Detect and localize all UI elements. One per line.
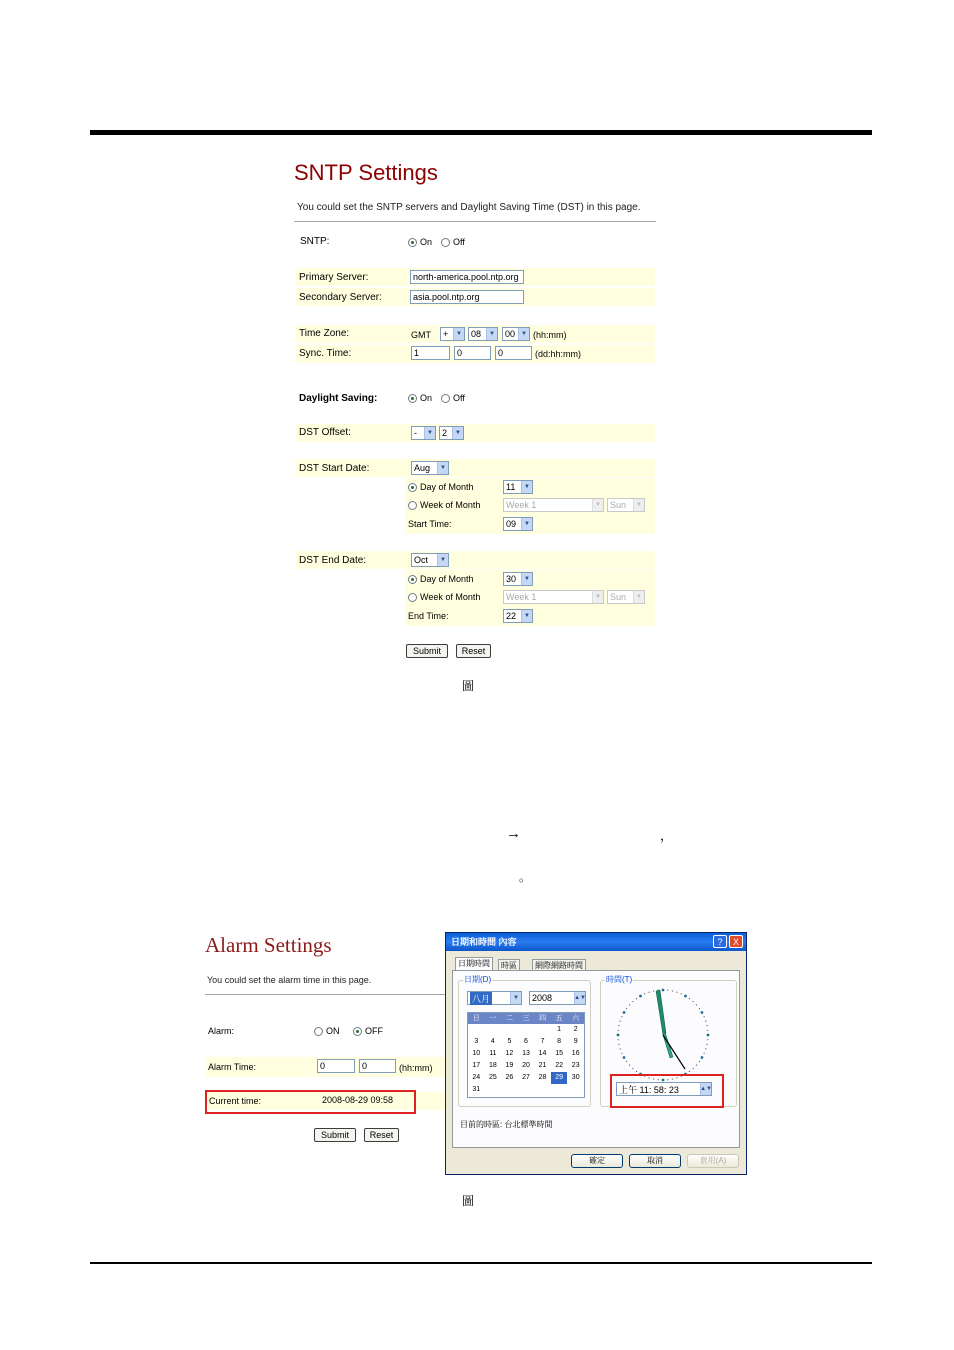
calendar-day[interactable]: 22 — [555, 1062, 564, 1069]
clock-tick — [704, 1016, 705, 1017]
clock-tick — [644, 993, 645, 994]
sntp-page-title: SNTP Settings — [294, 160, 438, 185]
calendar-day[interactable]: 8 — [557, 1038, 562, 1045]
chevron-down-icon: ▼ — [453, 328, 464, 340]
dst-off-option[interactable] — [441, 393, 465, 403]
clock-tick — [621, 1053, 622, 1054]
sntp-off-option[interactable] — [441, 237, 465, 247]
weekday-header-cell: 一 — [489, 1015, 497, 1022]
end-month-value: Oct — [414, 555, 429, 565]
calendar-day[interactable]: 17 — [472, 1062, 481, 1069]
chevron-down-icon: ▼ — [437, 462, 448, 474]
calendar-day[interactable]: 16 — [571, 1050, 580, 1057]
start-time-value: 09 — [506, 519, 517, 529]
tz-unit: (hh:mm) — [533, 330, 567, 340]
calendar-day[interactable]: 1 — [557, 1026, 562, 1033]
chevron-down-icon: ▼ — [452, 427, 463, 439]
radio-icon[interactable] — [408, 575, 417, 584]
divider — [205, 994, 450, 995]
calendar-day[interactable]: 25 — [488, 1074, 497, 1081]
ok-button[interactable]: 確定 — [571, 1154, 623, 1168]
clock-tick — [618, 1025, 619, 1026]
on-label: ON — [326, 1026, 340, 1036]
top-rule — [90, 130, 872, 135]
weekday-value: Sun — [610, 592, 627, 602]
clock-tick — [689, 1071, 690, 1072]
clock-tick — [706, 1044, 707, 1045]
calendar-day[interactable]: 9 — [573, 1038, 578, 1045]
secondary-server-label: Secondary Server: — [299, 292, 382, 303]
tab-panel — [452, 970, 740, 1148]
end-day-of-month-option[interactable] — [408, 574, 474, 584]
figure-caption: 圖 — [462, 679, 475, 693]
alarm-hours-input[interactable]: 0 — [317, 1059, 355, 1073]
alarm-minutes-input[interactable]: 0 — [359, 1059, 396, 1073]
weekday-header-cell: 五 — [555, 1015, 563, 1022]
radio-icon[interactable] — [408, 238, 417, 247]
clock-tick — [705, 1020, 706, 1021]
radio-icon[interactable] — [408, 593, 417, 602]
radio-icon[interactable] — [408, 501, 417, 510]
clock-tick — [689, 998, 690, 999]
start-time-select[interactable] — [503, 517, 533, 531]
clock-tick — [632, 1068, 633, 1069]
alarm-time-label: Alarm Time: — [208, 1062, 257, 1072]
alarm-label: Alarm: — [208, 1026, 235, 1036]
chevron-down-icon: ▼ — [521, 518, 532, 530]
clock-tick — [705, 1048, 706, 1049]
time-value: 上午 11: 58: 23 — [619, 1084, 679, 1095]
chevron-down-icon: ▼ — [633, 591, 644, 603]
chevron-down-icon: ▼ — [521, 481, 532, 493]
calendar-day[interactable]: 6 — [524, 1038, 528, 1045]
chevron-down-icon: ▼ — [424, 427, 435, 439]
alarm-off-option[interactable] — [353, 1026, 383, 1036]
help-icon[interactable]: ? — [713, 935, 727, 948]
arrow-glyph: → — [506, 825, 521, 842]
chevron-down-icon: ▼ — [633, 499, 644, 511]
end-week-of-month-option[interactable] — [408, 592, 480, 602]
comma-glyph: ， — [660, 828, 674, 843]
start-month-value: Aug — [414, 463, 431, 473]
calendar-day[interactable]: 29 — [551, 1072, 568, 1084]
clock-tick — [617, 1034, 620, 1037]
chevron-down-icon: ▼ — [592, 499, 603, 511]
bottom-rule — [90, 1262, 872, 1264]
week-value: Week 1 — [506, 500, 537, 510]
clock-tick — [699, 1008, 700, 1009]
clock-tick — [701, 1056, 704, 1059]
chevron-down-icon: ▼ — [437, 554, 448, 566]
weekday-header-cell: 六 — [572, 1015, 580, 1022]
year-spinner[interactable] — [529, 991, 586, 1005]
date-group-label: 日期(D) — [464, 975, 492, 984]
current-time-value: 2008-08-29 09:58 — [322, 1095, 394, 1105]
week-of-month-label: Week of Month — [420, 500, 481, 510]
calendar-day[interactable]: 18 — [488, 1062, 497, 1069]
start-day-select[interactable] — [503, 480, 533, 494]
end-time-label: End Time: — [408, 611, 449, 621]
calendar-day[interactable]: 10 — [472, 1050, 481, 1057]
week-of-month-label: Week of Month — [420, 592, 481, 602]
clock-tick — [639, 995, 642, 998]
clock-tick — [636, 998, 637, 999]
month-select[interactable] — [467, 991, 522, 1005]
calendar-day[interactable]: 4 — [490, 1038, 495, 1045]
tab-date-time[interactable]: 日期時間 — [455, 957, 493, 971]
clock-tick — [667, 990, 668, 991]
dialog-title-bar — [446, 933, 746, 951]
tz-sign-select[interactable] — [440, 327, 465, 341]
tz-minutes-select[interactable] — [502, 327, 530, 341]
clock-tick — [696, 1004, 697, 1005]
clock-tick — [672, 990, 673, 991]
calendar-day[interactable]: 30 — [571, 1074, 580, 1081]
radio-icon[interactable] — [408, 394, 417, 403]
primary-server-label: Primary Server: — [299, 272, 369, 283]
clock-tick — [620, 1048, 621, 1049]
spinner-arrows-icon[interactable]: ▲▼ — [700, 1083, 711, 1095]
chevron-down-icon: ▼ — [521, 573, 532, 585]
sync-hours-input[interactable]: 0 — [454, 346, 491, 360]
off-label: Off — [453, 237, 465, 247]
tz-minutes-value: 00 — [505, 329, 516, 339]
clock-tick — [653, 990, 654, 991]
end-time-select[interactable] — [503, 609, 533, 623]
calendar-day[interactable]: 23 — [571, 1062, 580, 1069]
clock-tick — [623, 1056, 626, 1059]
clock-tick — [707, 1039, 708, 1040]
dst-start-month-select[interactable] — [411, 461, 449, 475]
dst-start-label: DST Start Date: — [299, 463, 370, 474]
year-value: 2008 — [532, 993, 553, 1003]
alarm-reset-button[interactable]: Reset — [364, 1128, 399, 1142]
dst-offset-sign-value: - — [414, 428, 417, 438]
cancel-button[interactable]: 取消 — [629, 1154, 681, 1168]
secondary-server-input[interactable]: asia.pool.ntp.org — [410, 290, 524, 304]
calendar-day[interactable]: 19 — [505, 1062, 514, 1069]
radio-icon[interactable] — [314, 1027, 323, 1036]
chevron-down-icon: ▼ — [486, 328, 497, 340]
calendar-day[interactable]: 12 — [505, 1050, 514, 1057]
end-weekday-select[interactable] — [607, 590, 645, 604]
month-value: 八月 — [472, 993, 491, 1004]
chevron-down-icon: ▼ — [518, 328, 529, 340]
calendar-day — [518, 1024, 535, 1036]
clock-tick — [701, 1011, 704, 1014]
calendar-day[interactable]: 11 — [489, 1050, 497, 1057]
sync-time-label: Sync. Time: — [299, 348, 352, 359]
calendar-day — [485, 1024, 502, 1036]
off-label: Off — [453, 393, 465, 403]
clock-tick — [662, 989, 665, 992]
current-time-label: Current time: — [209, 1096, 262, 1106]
clock-tick — [626, 1061, 627, 1062]
clock-tick — [618, 1030, 619, 1031]
dialog-title: 日期和時間 內容 — [451, 937, 517, 947]
calendar-days — [468, 1024, 584, 1096]
calendar-day[interactable]: 7 — [540, 1038, 545, 1045]
day-of-month-label: Day of Month — [420, 482, 474, 492]
clock-tick — [707, 1030, 708, 1031]
end-day-select[interactable] — [503, 572, 533, 586]
clock-tick — [648, 992, 649, 993]
end-time-value: 22 — [506, 611, 517, 621]
calendar-day[interactable]: 13 — [522, 1050, 530, 1057]
day-of-month-label: Day of Month — [420, 574, 474, 584]
current-timezone-text: 目前的時區: 台北標準時間 — [460, 1120, 553, 1129]
alarm-description: You could set the alarm time in this page. — [207, 975, 372, 985]
daylight-saving-label: Daylight Saving: — [299, 393, 378, 404]
calendar-day[interactable]: 5 — [507, 1038, 512, 1045]
alarm-page-title: Alarm Settings — [205, 933, 332, 957]
dst-offset-value: 2 — [442, 428, 448, 438]
alarm-on-option[interactable] — [314, 1026, 340, 1036]
tz-hours-value: 08 — [471, 329, 482, 339]
calendar-day[interactable]: 20 — [522, 1062, 530, 1069]
start-day-value: 11 — [506, 482, 516, 492]
weekday-value: Sun — [610, 500, 627, 510]
calendar-day[interactable]: 21 — [538, 1062, 547, 1069]
calendar-day[interactable]: 2 — [573, 1026, 578, 1033]
dst-offset-sign-select[interactable] — [411, 426, 436, 440]
calendar-day[interactable]: 3 — [474, 1038, 479, 1045]
clock-tick — [696, 1065, 697, 1066]
end-day-value: 30 — [506, 574, 517, 584]
radio-icon[interactable] — [408, 483, 417, 492]
clock-tick — [684, 995, 687, 998]
clock-tick — [618, 1044, 619, 1045]
start-time-label: Start Time: — [408, 519, 452, 529]
clock-tick — [618, 1039, 619, 1040]
sync-minutes-input[interactable]: 0 — [495, 346, 532, 360]
tab-timezone[interactable]: 時區 — [498, 959, 520, 971]
clock-tick — [620, 1020, 621, 1021]
clock-tick — [693, 1068, 694, 1069]
clock-tick — [699, 1061, 700, 1062]
spinner-arrows-icon[interactable]: ▲▼ — [574, 992, 585, 1004]
apply-button[interactable]: 套用(A) — [687, 1154, 739, 1168]
gmt-label: GMT — [411, 330, 431, 340]
sntp-on-option[interactable] — [408, 237, 432, 247]
start-week-of-month-option[interactable] — [408, 500, 480, 510]
sync-days-input[interactable]: 1 — [411, 346, 450, 360]
start-week-select[interactable] — [503, 498, 604, 512]
clock-tick — [693, 1001, 694, 1002]
weekday-header-cell: 三 — [522, 1015, 530, 1022]
clock-tick — [636, 1071, 637, 1072]
close-icon[interactable]: X — [729, 935, 743, 948]
calendar-day[interactable]: 26 — [505, 1074, 514, 1081]
week-value: Week 1 — [506, 592, 537, 602]
alarm-time-unit: (hh:mm) — [399, 1063, 433, 1073]
end-week-select[interactable] — [503, 590, 604, 604]
off-label: OFF — [365, 1026, 383, 1036]
tz-sign-value: + — [443, 329, 449, 339]
calendar-day[interactable]: 24 — [472, 1074, 481, 1081]
calendar-day — [468, 1024, 485, 1036]
start-weekday-select[interactable] — [607, 498, 645, 512]
time-spinner[interactable] — [616, 1082, 712, 1096]
weekday-header-cell: 二 — [505, 1015, 513, 1022]
weekday-header-cell: 日 — [472, 1015, 480, 1022]
dst-offset-label: DST Offset: — [299, 427, 351, 438]
calendar-day[interactable]: 28 — [538, 1074, 547, 1081]
tz-hours-select[interactable] — [468, 327, 498, 341]
on-label: On — [420, 237, 433, 247]
weekday-header-cell: 四 — [539, 1015, 547, 1022]
calendar-day — [501, 1024, 518, 1036]
sntp-reset-button[interactable]: Reset — [456, 644, 491, 658]
dst-end-month-select[interactable] — [411, 553, 449, 567]
clock-tick — [621, 1016, 622, 1017]
sntp-label: SNTP: — [300, 236, 330, 247]
dst-end-label: DST End Date: — [299, 555, 367, 566]
primary-server-input[interactable]: north-america.pool.ntp.org — [410, 270, 524, 284]
figure-caption: 圖 — [462, 1194, 475, 1208]
tab-internet-time[interactable]: 網際網路時間 — [532, 959, 586, 971]
chevron-down-icon: ▼ — [510, 992, 521, 1004]
calendar-day[interactable]: 14 — [538, 1050, 547, 1057]
timezone-label: Time Zone: — [299, 328, 350, 339]
time-group-label: 時間(T) — [606, 975, 633, 984]
datetime-dialog — [445, 932, 747, 1175]
dst-on-option[interactable] — [408, 393, 432, 403]
radio-icon[interactable] — [441, 394, 450, 403]
clock-tick — [707, 1034, 710, 1037]
dst-offset-value-select[interactable] — [439, 426, 464, 440]
analog-clock-icon — [613, 985, 713, 1085]
clock-tick — [676, 992, 677, 993]
sync-unit: (dd:hh:mm) — [535, 349, 582, 359]
clock-tick — [623, 1011, 626, 1014]
start-day-of-month-option[interactable] — [408, 482, 474, 492]
calendar-weekday-header — [468, 1013, 584, 1024]
sntp-submit-button[interactable]: Submit — [406, 644, 448, 658]
period-glyph: 。 — [519, 870, 532, 884]
calendar-day[interactable]: 31 — [472, 1086, 481, 1093]
calendar-day — [534, 1024, 551, 1036]
radio-icon[interactable] — [353, 1027, 362, 1036]
clock-tick — [629, 1004, 630, 1005]
clock-tick — [626, 1008, 627, 1009]
calendar-day[interactable]: 27 — [522, 1074, 530, 1081]
chevron-down-icon: ▼ — [592, 591, 603, 603]
alarm-submit-button[interactable]: Submit — [314, 1128, 356, 1142]
divider — [294, 221, 656, 222]
clock-tick — [704, 1053, 705, 1054]
clock-tick — [681, 993, 682, 994]
calendar-day[interactable]: 15 — [555, 1050, 564, 1057]
clock-tick — [629, 1065, 630, 1066]
clock-tick — [706, 1025, 707, 1026]
calendar — [467, 1012, 585, 1098]
on-label: On — [420, 393, 433, 403]
chevron-down-icon: ▼ — [521, 610, 532, 622]
clock-tick — [632, 1001, 633, 1002]
radio-icon[interactable] — [441, 238, 450, 247]
sntp-description: You could set the SNTP servers and Daylight Saving Time (DST) in this page. — [297, 202, 641, 213]
